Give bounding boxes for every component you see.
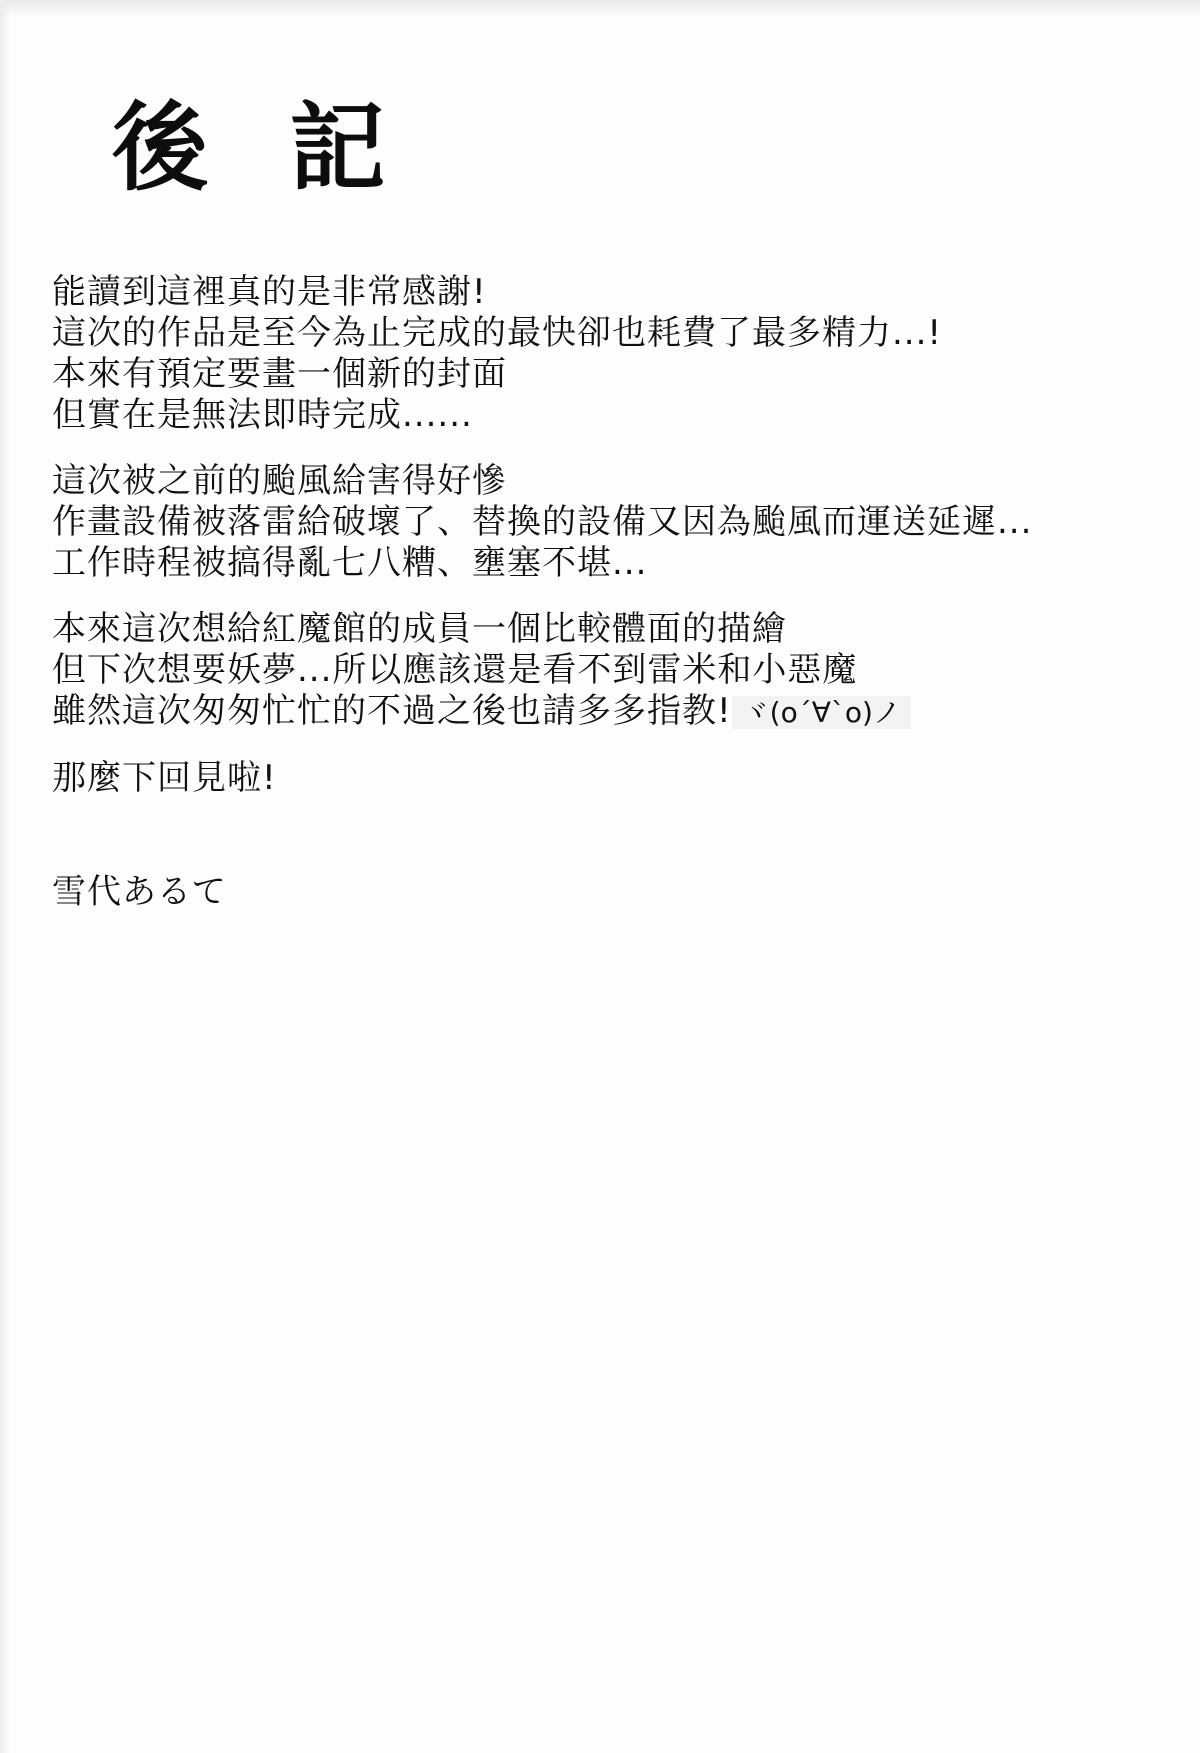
spacer bbox=[52, 824, 1192, 872]
page-edge-shadow-left bbox=[0, 0, 10, 1753]
text-segment: 雖然這次匆匆忙忙的不過之後也請多多指教! bbox=[52, 691, 732, 731]
text-line: 那麼下回見啦! bbox=[52, 758, 277, 798]
text-line: 這次的作品是至今為止完成的最快卻也耗費了最多精力...! bbox=[52, 313, 943, 353]
text-line: 工作時程被搞得亂七八糟、壅塞不堪... bbox=[52, 543, 648, 583]
kaomoji: ヾ(o´∀`o)ノ bbox=[732, 696, 911, 729]
paragraph-thanks bbox=[52, 272, 1192, 436]
text-line: 但下次想要妖夢...所以應該還是看不到雷米和小惡魔 bbox=[52, 650, 858, 690]
text-line-with-kaomoji bbox=[52, 691, 1192, 733]
page-title: 後 記 bbox=[112, 92, 410, 204]
text-line: 作畫設備被落雷給破壞了、替換的設備又因為颱風而運送延遲... bbox=[52, 502, 1033, 542]
paragraph-farewell bbox=[52, 758, 1192, 799]
text-line: 本來這次想給紅魔館的成員一個比較體面的描繪 bbox=[52, 609, 787, 649]
paragraph-typhoon bbox=[52, 461, 1192, 584]
paragraph-next-plans bbox=[52, 609, 1192, 733]
author-signature: 雪代あるて bbox=[52, 872, 227, 912]
text-line: 本來有預定要畫一個新的封面 bbox=[52, 354, 507, 394]
afterword-body bbox=[52, 272, 1192, 913]
text-line: 但實在是無法即時完成...... bbox=[52, 395, 473, 435]
text-line: 這次被之前的颱風給害得好慘 bbox=[52, 461, 507, 501]
text-line: 能讀到這裡真的是非常感謝! bbox=[52, 272, 487, 312]
page-edge-shadow-top bbox=[0, 0, 1200, 18]
